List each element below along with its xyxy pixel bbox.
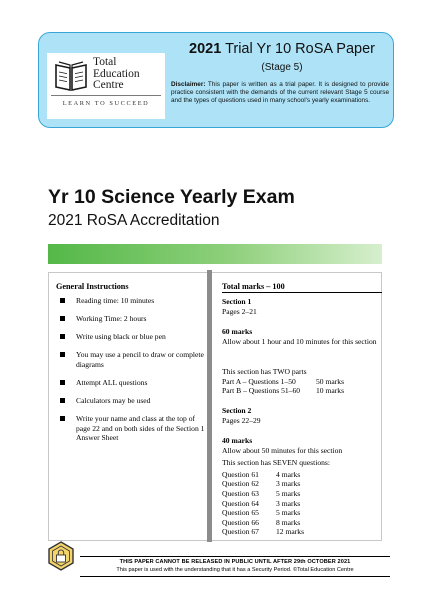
open-book-icon	[53, 59, 89, 93]
instruction-item: You may use a pencil to draw or complete diagrams	[56, 350, 206, 369]
footer-release-notice: THIS PAPER CANNOT BE RELEASED IN PUBLIC UNTIL AFTER 29th OCTOBER 2021	[119, 559, 351, 565]
section-2-title: Section 2	[222, 406, 252, 415]
logo-line-2: Education	[93, 67, 140, 80]
logo-line-3: Centre	[93, 79, 124, 91]
logo-tagline: LEARN TO SUCCEED	[62, 100, 150, 107]
question-marks: 8 marks	[276, 517, 301, 527]
footer-security-notice: This paper is used with the understanding that it has a Security Period. ©Total Education Centre	[116, 567, 354, 573]
section-2-marks: 40 marks	[222, 436, 253, 445]
total-marks-rule	[222, 292, 382, 293]
instruction-item: Calculators may be used	[56, 396, 206, 406]
section-2-time: Allow about 50 minutes for this section	[222, 445, 343, 455]
instruction-item: Write your name and class at the top of page 22 and on both sides of the Section 1 Answer Sheet	[56, 414, 206, 443]
footer-rule-top	[80, 556, 390, 557]
part-label: Part B – Questions 51–60	[222, 386, 301, 396]
section-2-block	[222, 406, 382, 425]
instruction-item: Reading time: 10 minutes	[56, 296, 206, 306]
question-marks: 3 marks	[276, 498, 301, 508]
part-marks: 50 marks	[316, 376, 345, 386]
header-box	[38, 32, 394, 128]
logo-line-1: Total	[93, 56, 117, 68]
question-label: Question 61	[222, 469, 259, 479]
logo-wordmark	[93, 57, 163, 92]
question-label: Question 65	[222, 508, 259, 518]
paper-stage: (Stage 5)	[261, 62, 303, 73]
question-marks: 5 marks	[276, 488, 301, 498]
general-instructions-heading: General Instructions	[56, 282, 129, 291]
security-badge-icon	[46, 541, 76, 571]
paper-title-text: Trial Yr 10 RoSA Paper	[225, 41, 375, 57]
part-label: Part A – Questions 1–50	[222, 376, 296, 386]
question-label: Question 62	[222, 479, 259, 489]
general-instructions-list	[56, 296, 206, 443]
question-label: Question 67	[222, 527, 259, 537]
logo-divider	[51, 95, 161, 96]
question-row	[222, 527, 382, 537]
question-row	[222, 508, 382, 518]
question-marks: 4 marks	[276, 469, 301, 479]
exam-subtitle: 2021 RoSA Accreditation	[48, 212, 220, 229]
exam-title: Yr 10 Science Yearly Exam	[48, 186, 295, 208]
question-label: Question 64	[222, 498, 259, 508]
question-row	[222, 489, 382, 499]
section-1-time: Allow about 1 hour and 10 minutes for this section	[222, 336, 377, 346]
section-1-block	[222, 297, 382, 316]
footer-rule-bottom	[80, 576, 390, 577]
part-marks: 10 marks	[316, 386, 345, 396]
question-label: Question 66	[222, 517, 259, 527]
part-row	[222, 377, 382, 387]
question-row	[222, 479, 382, 489]
section-1-title: Section 1	[222, 297, 252, 306]
question-list	[222, 470, 382, 537]
paper-title	[177, 41, 387, 57]
question-row	[222, 470, 382, 480]
part-row	[222, 386, 382, 396]
section-1-pages: Pages 2–21	[222, 306, 257, 316]
section-1-marks: 60 marks	[222, 327, 253, 336]
question-row	[222, 518, 382, 528]
disclaimer-label: Disclaimer:	[171, 81, 206, 88]
section-2-pages: Pages 22–29	[222, 415, 261, 425]
question-marks: 5 marks	[276, 508, 301, 518]
section-1-parts-intro: This section has TWO parts	[222, 367, 307, 376]
question-marks: 3 marks	[276, 479, 301, 489]
paper-year: 2021	[189, 41, 222, 57]
section-1-parts	[222, 367, 382, 396]
section-2-details	[222, 436, 382, 537]
instruction-item: Write using black or blue pen	[56, 332, 206, 342]
instruction-item: Working Time: 2 hours	[56, 314, 206, 324]
column-divider	[207, 270, 212, 542]
logo	[47, 53, 165, 119]
section-2-questions-intro: This section has SEVEN questions:	[222, 458, 330, 468]
section-1-details	[222, 327, 382, 346]
question-row	[222, 499, 382, 509]
question-marks: 12 marks	[276, 527, 305, 537]
disclaimer-text: This paper is written as a trial paper. It is designed to provide practice consistent with the demands of the current relevant Stage 5 course and the types of questions used in many school's yearly examinations.	[171, 81, 389, 105]
disclaimer	[171, 81, 389, 106]
instruction-item: Attempt ALL questions	[56, 378, 206, 388]
green-band	[48, 244, 382, 264]
total-marks-heading: Total marks – 100	[222, 282, 285, 291]
question-label: Question 63	[222, 488, 259, 498]
